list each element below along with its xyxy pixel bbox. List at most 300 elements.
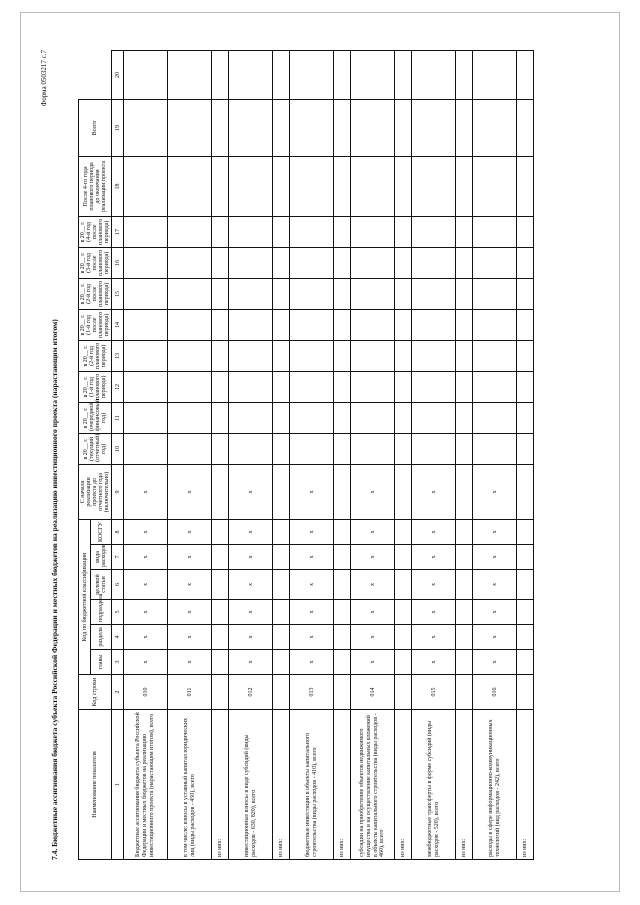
classification-mark [395,625,412,650]
classification-mark: x [412,519,456,544]
classification-mark [456,650,473,675]
column-number: 14 [112,309,124,340]
value-cell[interactable] [212,216,229,247]
header-glava: главы [91,650,112,675]
column-number: 19 [112,99,124,156]
value-cell[interactable] [168,278,212,309]
classification-mark [212,519,229,544]
value-cell[interactable] [229,99,273,156]
classification-mark [456,545,473,570]
table-row [290,51,334,860]
section-title: 7.4. Бюджетные ассигнования бюджета субъекта Российской Федерации и местных бюджетов на реализацию инвестиционного проекта (нарастающим итогом) [50,319,59,860]
column-number: 13 [112,340,124,371]
value-cell[interactable] [273,51,290,100]
column-number: 6 [112,570,124,600]
column-number: 2 [112,675,124,710]
classification-mark [273,625,290,650]
value-cell[interactable] [124,278,168,309]
value-cell[interactable] [517,278,534,309]
column-number-row [112,51,124,860]
value-cell[interactable] [124,371,168,402]
value-cell[interactable] [395,309,412,340]
classification-mark: x [168,650,212,675]
value-cell[interactable] [273,371,290,402]
value-cell[interactable] [229,247,273,278]
value-cell[interactable] [412,371,456,402]
value-cell[interactable] [412,216,456,247]
value-cell[interactable] [334,278,351,309]
value-cell[interactable] [517,371,534,402]
value-cell[interactable] [412,402,456,433]
row-code [395,675,412,710]
classification-mark [334,650,351,675]
classification-mark: x [473,650,517,675]
classification-mark [212,625,229,650]
value-cell[interactable] [168,247,212,278]
value-cell[interactable] [412,433,456,464]
value-cell[interactable] [229,402,273,433]
value-cell[interactable] [168,216,212,247]
value-cell[interactable] [290,402,334,433]
value-cell[interactable] [334,309,351,340]
value-cell[interactable] [473,278,517,309]
classification-mark [517,625,534,650]
row-code: 014 [351,675,395,710]
row-code: 016 [473,675,517,710]
value-cell[interactable] [290,247,334,278]
value-cell[interactable] [395,371,412,402]
classification-mark [273,570,290,600]
table-row [473,51,517,860]
header-target: целевой статьи [91,570,112,600]
classification-mark: x [290,570,334,600]
row-code [456,675,473,710]
value-cell[interactable] [395,433,412,464]
row-name: субсидии на приобретение объектов недвижимого имущества и на осуществление капитальных вложений в объекты капитального строительства (виды расходов - 460), всего [351,710,395,860]
table-row [334,51,351,860]
value-cell[interactable] [395,216,412,247]
value-cell[interactable] [351,99,395,156]
value-cell[interactable] [456,340,473,371]
column-number: 4 [112,625,124,650]
classification-mark [212,464,229,519]
value-cell[interactable] [273,278,290,309]
value-cell[interactable] [212,371,229,402]
classification-mark: x [124,464,168,519]
classification-mark: x [290,600,334,625]
table-row [212,51,229,860]
value-cell[interactable] [290,156,334,216]
row-name: инвестиционные взносы в виде субсидий (виды расходов - 630, 820), всего [229,710,273,860]
classification-mark [456,464,473,519]
value-cell[interactable] [473,99,517,156]
header-y-after3: в 20__ г. (3-й год после планового периода) [79,247,112,278]
column-number: 15 [112,278,124,309]
header-podrazdel: подраздела [91,600,112,625]
value-cell[interactable] [456,247,473,278]
classification-mark: x [229,600,273,625]
value-cell[interactable] [229,309,273,340]
value-cell[interactable] [351,216,395,247]
value-cell[interactable] [334,247,351,278]
value-cell[interactable] [334,371,351,402]
classification-mark: x [412,625,456,650]
value-cell[interactable] [473,433,517,464]
row-name: бюджетные инвестиции в объекты капитального строительства (виды расходов - 410), всего [290,710,334,860]
value-cell[interactable] [290,433,334,464]
value-cell[interactable] [395,402,412,433]
column-number: 9 [112,464,124,519]
classification-mark [334,464,351,519]
value-cell[interactable] [334,433,351,464]
value-cell[interactable] [456,433,473,464]
classification-mark: x [412,545,456,570]
value-cell[interactable] [517,340,534,371]
classification-mark: x [351,464,395,519]
classification-mark: x [229,519,273,544]
value-cell[interactable] [290,340,334,371]
classification-mark: x [351,650,395,675]
value-cell[interactable] [290,278,334,309]
value-cell[interactable] [212,156,229,216]
value-cell[interactable] [456,99,473,156]
value-cell[interactable] [168,402,212,433]
value-cell[interactable] [334,340,351,371]
row-name: из них: [273,710,290,860]
value-cell[interactable] [212,402,229,433]
row-name: из них: [456,710,473,860]
classification-mark [456,570,473,600]
classification-mark: x [290,464,334,519]
classification-mark [334,570,351,600]
row-code: 013 [290,675,334,710]
value-cell[interactable] [273,340,290,371]
value-cell[interactable] [395,247,412,278]
classification-mark: x [351,519,395,544]
value-cell[interactable] [334,402,351,433]
column-number: 20 [112,51,124,100]
value-cell[interactable] [395,156,412,216]
value-cell[interactable] [212,309,229,340]
classification-mark: x [412,570,456,600]
value-cell[interactable] [517,51,534,100]
classification-mark: x [124,570,168,600]
classification-mark [334,625,351,650]
form-code: Форма 0503217 с.7 [40,50,48,107]
header-name: Наименование показателя [79,710,112,860]
value-cell[interactable] [412,309,456,340]
header-exp-type: вида расходов [91,545,112,570]
header-kosgu: КОСГУ [91,519,112,544]
value-cell[interactable] [168,156,212,216]
classification-mark: x [412,600,456,625]
value-cell[interactable] [473,51,517,100]
value-cell[interactable] [517,216,534,247]
value-cell[interactable] [124,156,168,216]
classification-mark: x [473,519,517,544]
row-name: из них: [212,710,229,860]
classification-mark [273,600,290,625]
value-cell[interactable] [473,371,517,402]
value-cell[interactable] [351,278,395,309]
value-cell[interactable] [395,278,412,309]
value-cell[interactable] [124,99,168,156]
value-cell[interactable] [473,340,517,371]
row-name: в том числе: взносы в уставный капитал юридических лиц (виды расходов - 450), всего [168,710,212,860]
classification-mark [334,545,351,570]
value-cell[interactable] [517,309,534,340]
row-name: из них: [395,710,412,860]
classification-mark: x [168,570,212,600]
value-cell[interactable] [473,247,517,278]
header-since-start: С начала реализации проекта до отчетного года (включительно) [79,464,112,519]
row-code: 011 [168,675,212,710]
classification-mark: x [351,545,395,570]
value-cell[interactable] [517,156,534,216]
value-cell[interactable] [412,51,456,100]
value-cell[interactable] [273,247,290,278]
row-code [212,675,229,710]
value-cell[interactable] [456,156,473,216]
classification-mark [456,625,473,650]
rotated-sheet [40,50,600,860]
value-cell[interactable] [456,402,473,433]
value-cell[interactable] [124,340,168,371]
column-number: 3 [112,650,124,675]
column-number: 11 [112,402,124,433]
value-cell[interactable] [124,402,168,433]
column-number: 7 [112,545,124,570]
investment-budget-table [78,50,534,860]
value-cell[interactable] [229,340,273,371]
value-cell[interactable] [229,51,273,100]
table-row [168,51,212,860]
value-cell[interactable] [273,99,290,156]
value-cell[interactable] [273,402,290,433]
table-row [395,51,412,860]
value-cell[interactable] [351,340,395,371]
value-cell[interactable] [124,309,168,340]
table-row [412,51,456,860]
value-cell[interactable] [473,309,517,340]
classification-mark: x [124,650,168,675]
row-name: из них: [334,710,351,860]
classification-mark [212,650,229,675]
classification-mark [212,570,229,600]
classification-mark [517,545,534,570]
classification-mark [517,464,534,519]
value-cell[interactable] [124,51,168,100]
classification-mark: x [124,519,168,544]
value-cell[interactable] [229,278,273,309]
classification-mark: x [351,600,395,625]
classification-mark: x [290,545,334,570]
classification-mark: x [290,650,334,675]
value-cell[interactable] [168,309,212,340]
classification-mark: x [168,545,212,570]
value-cell[interactable] [473,216,517,247]
value-cell[interactable] [290,371,334,402]
table-row [124,51,168,860]
value-cell[interactable] [351,402,395,433]
classification-mark [517,519,534,544]
value-cell[interactable] [212,51,229,100]
classification-mark: x [412,464,456,519]
value-cell[interactable] [412,156,456,216]
row-code: 012 [229,675,273,710]
row-code [334,675,351,710]
classification-mark [395,570,412,600]
value-cell[interactable] [334,156,351,216]
value-cell[interactable] [456,371,473,402]
row-code [273,675,290,710]
classification-mark [212,545,229,570]
value-cell[interactable] [168,51,212,100]
value-cell[interactable] [412,340,456,371]
value-cell[interactable] [395,99,412,156]
value-cell[interactable] [212,433,229,464]
column-number: 16 [112,247,124,278]
value-cell[interactable] [351,156,395,216]
value-cell[interactable] [395,340,412,371]
classification-mark: x [473,600,517,625]
classification-mark [273,650,290,675]
classification-mark [395,600,412,625]
classification-mark: x [124,625,168,650]
value-cell[interactable] [229,216,273,247]
value-cell[interactable] [124,247,168,278]
classification-mark: x [168,464,212,519]
value-cell[interactable] [290,51,334,100]
value-cell[interactable] [334,51,351,100]
value-cell[interactable] [456,278,473,309]
classification-mark [395,519,412,544]
classification-mark [456,519,473,544]
header-total: Всего [79,99,112,156]
header-y-after1: в 20__ г. (1-й год после планового периода) [79,309,112,340]
header-y-next: в 20__ г. (очередной финансовый год) [79,402,112,433]
value-cell[interactable] [290,216,334,247]
header-code: Код строки [79,675,112,710]
header-y-after4: в 20__ г. (4-й год после планового периода) [79,216,112,247]
row-code [517,675,534,710]
classification-mark [273,545,290,570]
row-code: 015 [412,675,456,710]
value-cell[interactable] [212,278,229,309]
value-cell[interactable] [273,309,290,340]
row-name: из них: [517,710,534,860]
value-cell[interactable] [517,402,534,433]
value-cell[interactable] [473,402,517,433]
row-name: межбюджетные трансферты в форме субсидий (виды расходов - 520), всего [412,710,456,860]
value-cell[interactable] [351,309,395,340]
value-cell[interactable] [273,156,290,216]
value-cell[interactable] [212,247,229,278]
classification-mark: x [473,570,517,600]
column-number: 1 [112,710,124,860]
value-cell[interactable] [395,51,412,100]
value-cell[interactable] [168,340,212,371]
classification-mark: x [124,545,168,570]
header-row-1 [79,51,91,860]
classification-mark [517,650,534,675]
value-cell[interactable] [456,51,473,100]
value-cell[interactable] [517,433,534,464]
value-cell[interactable] [412,247,456,278]
classification-mark [395,650,412,675]
header-after-end: После 4-го года планового периода до окончания реализации проекта [79,156,112,216]
column-number: 12 [112,371,124,402]
classification-mark [517,600,534,625]
value-cell[interactable] [229,156,273,216]
classification-mark: x [229,625,273,650]
column-number: 17 [112,216,124,247]
column-number: 5 [112,600,124,625]
header-budget-class: Код по бюджетной классификации [79,519,91,674]
classification-mark: x [229,650,273,675]
value-cell[interactable] [517,247,534,278]
classification-mark: x [229,545,273,570]
value-cell[interactable] [334,216,351,247]
value-cell[interactable] [517,99,534,156]
value-cell[interactable] [456,216,473,247]
table-row [273,51,290,860]
value-cell[interactable] [351,51,395,100]
classification-mark [517,570,534,600]
table-row [517,51,534,860]
value-cell[interactable] [412,278,456,309]
value-cell[interactable] [124,216,168,247]
classification-mark [395,464,412,519]
value-cell[interactable] [168,433,212,464]
column-number: 18 [112,156,124,216]
value-cell[interactable] [473,156,517,216]
classification-mark: x [473,545,517,570]
value-cell[interactable] [273,216,290,247]
column-number: 8 [112,519,124,544]
row-name: Бюджетные ассигнования бюджета субъекта Российской Федерации и местных бюджетов на реализацию инвестиционного проекта (нарастающим итогом), всего [124,710,168,860]
value-cell[interactable] [351,433,395,464]
row-code: 010 [124,675,168,710]
classification-mark: x [124,600,168,625]
value-cell[interactable] [290,99,334,156]
value-cell[interactable] [168,99,212,156]
column-number: 10 [112,433,124,464]
value-cell[interactable] [334,99,351,156]
classification-mark: x [168,519,212,544]
value-cell[interactable] [212,340,229,371]
table-row [229,51,273,860]
value-cell[interactable] [229,371,273,402]
table-row [351,51,395,860]
classification-mark: x [351,625,395,650]
value-cell[interactable] [124,433,168,464]
value-cell[interactable] [351,247,395,278]
classification-mark [334,600,351,625]
value-cell[interactable] [273,433,290,464]
value-cell[interactable] [229,433,273,464]
value-cell[interactable] [412,99,456,156]
value-cell[interactable] [290,309,334,340]
value-cell[interactable] [351,371,395,402]
table-row [456,51,473,860]
classification-mark: x [168,625,212,650]
row-name: расходы в сфере информационно-коммуникационных технологий (вид расходов - 242), всего [473,710,517,860]
header-y-plan1: в 20__ г. (1-й год планового периода) [79,371,112,402]
value-cell[interactable] [212,99,229,156]
value-cell[interactable] [456,309,473,340]
value-cell[interactable] [168,371,212,402]
